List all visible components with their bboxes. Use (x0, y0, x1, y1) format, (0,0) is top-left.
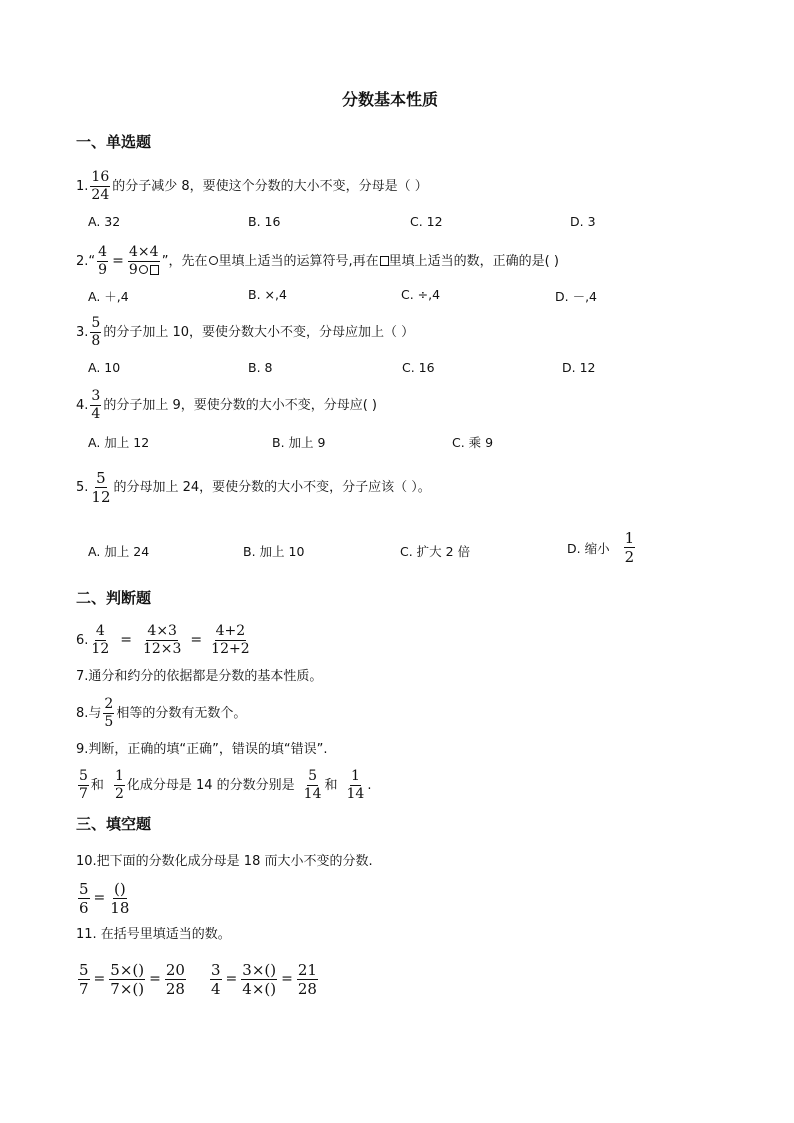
question-10: 10.把下面的分数化成分母是 18 而大小不变的分数. (76, 854, 373, 869)
q1-option-a[interactable]: A. 32 (88, 214, 121, 229)
circle-placeholder-icon (209, 256, 218, 265)
q2-option-a[interactable]: A. ＋,4 (88, 289, 129, 304)
section-heading-true-false: 二、判断题 (76, 589, 152, 607)
fraction: $\frac{3}{4}$ (91, 388, 101, 422)
q3-option-c[interactable]: C. 16 (402, 360, 435, 375)
fraction: $\frac{3}{4}$ (211, 961, 221, 998)
q1-option-d[interactable]: D. 3 (570, 214, 596, 229)
fraction: $\frac{21}{28}$ (297, 961, 317, 998)
question-10-equation: $\frac{5}{6}$ = $\frac{()}{18}$ (79, 880, 130, 917)
fraction: $\frac{5}{6}$ (79, 880, 89, 917)
q3-option-b[interactable]: B. 8 (248, 360, 273, 375)
q3-option-d[interactable]: D. 12 (562, 360, 596, 375)
question-9: 9.判断，正确的填“正确”，错误的填“错误”. (76, 742, 328, 757)
question-11-equation-a: $\frac{5}{7}$ = $\frac{5\times()}{7\times()}$ = $\frac{20}{28}$ (79, 961, 185, 998)
fraction: $\frac{20}{28}$ (165, 961, 185, 998)
fraction: $\frac{2}{5}$ (104, 696, 114, 730)
fraction: $\frac{4}{12}$ (91, 623, 110, 657)
q3-option-a[interactable]: A. 10 (88, 360, 121, 375)
q1-option-b[interactable]: B. 16 (248, 214, 281, 229)
answer-blank-fraction[interactable]: $\frac{3\times()}{4\times()}$ (242, 961, 277, 998)
fraction: $\frac{1}{14}$ (346, 768, 365, 802)
fraction: $\frac{5}{7}$ (79, 768, 88, 802)
question-3: 3. $\frac{5}{8}$ 的分子加上 10，要使分数大小不变，分母应加上（ ） (76, 315, 415, 349)
fraction: $\frac{4+2}{12+2}$ (211, 623, 250, 657)
fraction: $\frac{16}{24}$ (91, 169, 110, 203)
q5-option-a[interactable]: A. 加上 24 (88, 544, 150, 559)
q2-option-c[interactable]: C. ÷,4 (401, 287, 441, 302)
question-8: 8.与 $\frac{2}{5}$ 相等的分数有无数个。 (76, 696, 247, 730)
question-4: 4. $\frac{3}{4}$ 的分子加上 9，要使分数的大小不变，分母应( ) (76, 388, 378, 422)
question-1: 1. $\frac{16}{24}$ 的分子减少 8，要使这个分数的大小不变，分母是（ ） (76, 169, 428, 203)
fraction: $\frac{5}{12}$ (91, 469, 111, 506)
q2-option-d[interactable]: D. －,4 (555, 289, 597, 304)
fraction: $\frac{1}{2}$ (624, 529, 635, 566)
page-title: 分数基本性质 (342, 90, 439, 109)
fraction: $\frac{5}{8}$ (91, 315, 101, 349)
q1-option-c[interactable]: C. 12 (410, 214, 443, 229)
q4-option-c[interactable]: C. 乘 9 (452, 435, 494, 450)
box-placeholder-icon (380, 256, 389, 266)
question-9-statement: $\frac{5}{7}$ 和 $\frac{1}{2}$ 化成分母是 14 的分数分别是 $\frac{5}{14}$ 和 $\frac{1}{14}$ . (79, 768, 372, 802)
q5-option-c[interactable]: C. 扩大 2 倍 (400, 544, 471, 559)
q4-option-a[interactable]: A. 加上 12 (88, 435, 150, 450)
q5-option-d[interactable]: D. 缩小 $\frac{1}{2}$ (567, 529, 635, 566)
fraction: $\frac{4\times 4}{9}$ (128, 244, 159, 278)
q4-option-b[interactable]: B. 加上 9 (272, 435, 326, 450)
answer-blank-fraction[interactable]: $\frac{5\times()}{7\times()}$ (110, 961, 145, 998)
circle-placeholder-icon (139, 265, 148, 274)
fraction: $\frac{5}{7}$ (79, 961, 89, 998)
question-11-equation-b: $\frac{3}{4}$ = $\frac{3\times()}{4\times()}$ = $\frac{21}{28}$ (211, 961, 317, 998)
q5-option-b[interactable]: B. 加上 10 (243, 544, 305, 559)
fraction: $\frac{5}{14}$ (303, 768, 322, 802)
question-7: 7.通分和约分的依据都是分数的基本性质。 (76, 669, 323, 684)
fraction: $\frac{4}{9}$ (98, 244, 108, 278)
q2-option-b[interactable]: B. ×,4 (248, 287, 287, 302)
fraction: $\frac{1}{2}$ (114, 768, 124, 802)
fraction: $\frac{4\times 3}{12\times 3}$ (142, 623, 182, 657)
question-2: 2.“ $\frac{4}{9}$ = $\frac{4\times 4}{9}$ ”，先在 里填上适当的运算符号,再在 里填上适当的数，正确的是( ) (76, 244, 559, 278)
question-11: 11. 在括号里填适当的数。 (76, 927, 231, 942)
section-heading-fill-blank: 三、填空题 (76, 815, 152, 833)
answer-blank-fraction[interactable]: $\frac{()}{18}$ (110, 880, 130, 917)
question-6: 6. $\frac{4}{12}$ = $\frac{4\times 3}{12\times 3}$ = $\frac{4+2}{12+2}$ (76, 623, 250, 657)
box-placeholder-icon (150, 265, 159, 275)
section-heading-single-choice: 一、单选题 (76, 133, 152, 151)
question-5: 5. $\frac{5}{12}$ 的分母加上 24，要使分数的大小不变，分子应该（ ）。 (76, 469, 431, 506)
